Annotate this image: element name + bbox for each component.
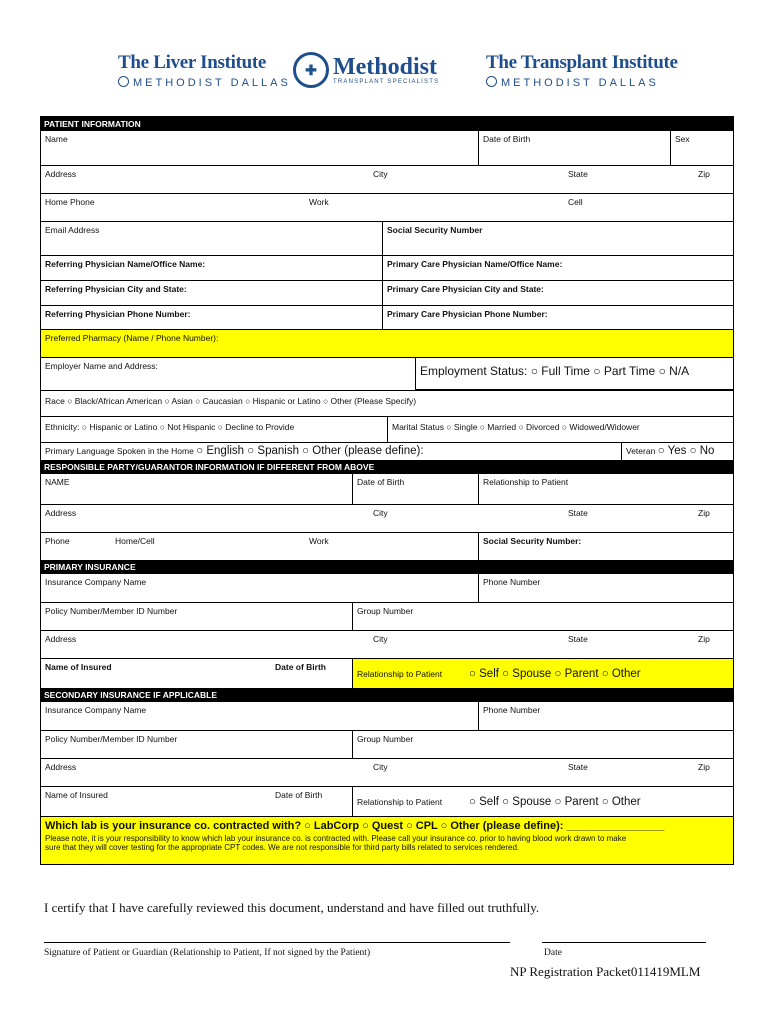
patient-work-phone-field[interactable]: Work (309, 197, 329, 207)
primary-insured-dob-field[interactable]: Date of Birth (275, 662, 326, 672)
language-options[interactable]: ○ English ○ Spanish ○ Other (please define): (196, 445, 424, 457)
pcp-name-field[interactable]: Primary Care Physician Name/Office Name: (382, 256, 733, 280)
marital-status-options[interactable]: Marital Status ○ Single ○ Married ○ Divorced ○ Widowed/Widower (387, 417, 733, 442)
patient-city-field[interactable]: City (373, 169, 388, 179)
race-options[interactable]: Race ○ Black/African American ○ Asian ○ Caucasian ○ Hispanic or Latino ○ Other (Please Specify) (45, 396, 417, 406)
packet-id: NP Registration Packet011419MLM (510, 964, 701, 979)
employment-status-options[interactable]: Employment Status: ○ Full Time ○ Part Time ○ N/A (415, 358, 733, 390)
methodist-logo-name: Methodist (333, 54, 437, 80)
patient-sex-field[interactable]: Sex (670, 131, 733, 165)
guarantor-work-field[interactable]: Work (309, 536, 329, 546)
secondary-zip-field[interactable]: Zip (698, 762, 710, 772)
guarantor-address-field[interactable]: Address (45, 508, 77, 518)
secondary-insured-field[interactable]: Name of Insured (45, 790, 108, 800)
veteran-options[interactable]: ○ Yes ○ No (657, 445, 715, 457)
guarantor-zip-field[interactable]: Zip (698, 508, 710, 518)
secondary-relationship-label: Relationship to Patient (357, 796, 443, 807)
secondary-company-field[interactable]: Insurance Company Name (45, 705, 147, 715)
date-line[interactable] (542, 942, 706, 943)
referring-physician-name-field[interactable]: Referring Physician Name/Office Name: (45, 259, 206, 269)
circle-logo-icon (486, 76, 497, 87)
primary-phone-field[interactable]: Phone Number (478, 574, 733, 602)
patient-name-field[interactable]: Name (45, 134, 68, 144)
secondary-policy-field[interactable]: Policy Number/Member ID Number (45, 734, 178, 744)
guarantor-state-field[interactable]: State (568, 508, 588, 518)
guarantor-header: RESPONSIBLE PARTY/GUARANTOR INFORMATION IF DIFFERENT FROM ABOVE (41, 460, 733, 474)
date-label: Date (544, 948, 562, 958)
guarantor-city-field[interactable]: City (373, 508, 388, 518)
transplant-institute-logo (486, 52, 678, 89)
primary-address-field[interactable]: Address (45, 634, 77, 644)
patient-zip-field[interactable]: Zip (698, 169, 710, 179)
registration-form (40, 116, 734, 865)
guarantor-dob-field[interactable]: Date of Birth (352, 474, 478, 504)
lab-question[interactable]: Which lab is your insurance co. contracted with? ○ LabCorp ○ Quest ○ CPL ○ Other (please define): ________________ (45, 820, 665, 832)
primary-city-field[interactable]: City (373, 634, 388, 644)
patient-cell-field[interactable]: Cell (568, 197, 583, 207)
preferred-pharmacy-field[interactable]: Preferred Pharmacy (Name / Phone Number): (45, 333, 219, 343)
primary-relationship-label: Relationship to Patient (357, 668, 443, 679)
methodist-seal-icon: ✚ (293, 52, 329, 88)
primary-group-field[interactable]: Group Number (352, 603, 733, 630)
methodist-logo (293, 52, 439, 88)
patient-info-header: PATIENT INFORMATION (41, 117, 733, 131)
pcp-city-field[interactable]: Primary Care Physician City and State: (382, 281, 733, 305)
primary-policy-field[interactable]: Policy Number/Member ID Number (45, 606, 178, 616)
methodist-logo-sub: TRANSPLANT SPECIALISTS (333, 79, 440, 85)
secondary-group-field[interactable]: Group Number (352, 731, 733, 758)
patient-dob-field[interactable]: Date of Birth (478, 131, 670, 165)
secondary-insured-dob-field[interactable]: Date of Birth (275, 790, 323, 800)
referring-physician-city-field[interactable]: Referring Physician City and State: (45, 284, 187, 294)
guarantor-relationship-field[interactable]: Relationship to Patient (478, 474, 733, 504)
patient-ssn-field[interactable]: Social Security Number (382, 222, 733, 255)
transplant-logo-name: The Transplant Institute (486, 52, 678, 73)
patient-home-phone-field[interactable]: Home Phone (45, 197, 95, 207)
guarantor-ssn-field[interactable]: Social Security Number: (478, 533, 733, 560)
primary-company-field[interactable]: Insurance Company Name (45, 577, 147, 587)
primary-zip-field[interactable]: Zip (698, 634, 710, 644)
certification-statement: I certify that I have carefully reviewed this document, understand and have filled out truthfully. (44, 900, 540, 915)
transplant-logo-sub: METHODIST DALLAS (501, 77, 659, 89)
patient-state-field[interactable]: State (568, 169, 588, 179)
liver-logo-sub: METHODIST DALLAS (133, 77, 291, 89)
guarantor-name-field[interactable]: NAME (45, 477, 70, 487)
liver-logo-name: The Liver Institute (118, 52, 267, 73)
guarantor-phone-field[interactable]: Phone (45, 536, 70, 546)
primary-relationship-options[interactable]: ○ Self ○ Spouse ○ Parent ○ Other (469, 667, 641, 680)
secondary-city-field[interactable]: City (373, 762, 388, 772)
language-label: Primary Language Spoken in the Home (45, 446, 194, 456)
ethnicity-options[interactable]: Ethnicity: ○ Hispanic or Latino ○ Not Hispanic ○ Decline to Provide (45, 422, 295, 432)
patient-email-field[interactable]: Email Address (45, 225, 100, 235)
secondary-phone-field[interactable]: Phone Number (478, 702, 733, 730)
liver-institute-logo (118, 52, 291, 89)
pcp-phone-field[interactable]: Primary Care Physician Phone Number: (382, 306, 733, 329)
signature-label: Signature of Patient or Guardian (Relationship to Patient, If not signed by the Patient) (44, 948, 371, 958)
patient-address-field[interactable]: Address (45, 169, 77, 179)
circle-logo-icon (118, 76, 129, 87)
secondary-state-field[interactable]: State (568, 762, 588, 772)
secondary-insurance-header: SECONDARY INSURANCE IF APPLICABLE (41, 688, 733, 702)
referring-physician-phone-field[interactable]: Referring Physician Phone Number: (45, 309, 191, 319)
secondary-address-field[interactable]: Address (45, 762, 77, 772)
signature-line[interactable] (44, 942, 510, 943)
employer-field[interactable]: Employer Name and Address: (45, 361, 158, 371)
lab-note-line1: Please note, it is your responsibility to know which lab your insurance co. is contracted with. Please call your insurance co. prior to having blood work drawn to make (45, 834, 627, 843)
guarantor-homecell-field[interactable]: Home/Cell (115, 536, 155, 546)
primary-insured-field[interactable]: Name of Insured (45, 662, 112, 672)
primary-insurance-header: PRIMARY INSURANCE (41, 560, 733, 574)
lab-note-line2: sure that they will cover testing for the appropriate CPT codes. We are not responsible for third party bills related to services rendered. (45, 843, 520, 852)
veteran-label: Veteran (626, 446, 656, 456)
secondary-relationship-options[interactable]: ○ Self ○ Spouse ○ Parent ○ Other (469, 795, 641, 808)
primary-state-field[interactable]: State (568, 634, 588, 644)
